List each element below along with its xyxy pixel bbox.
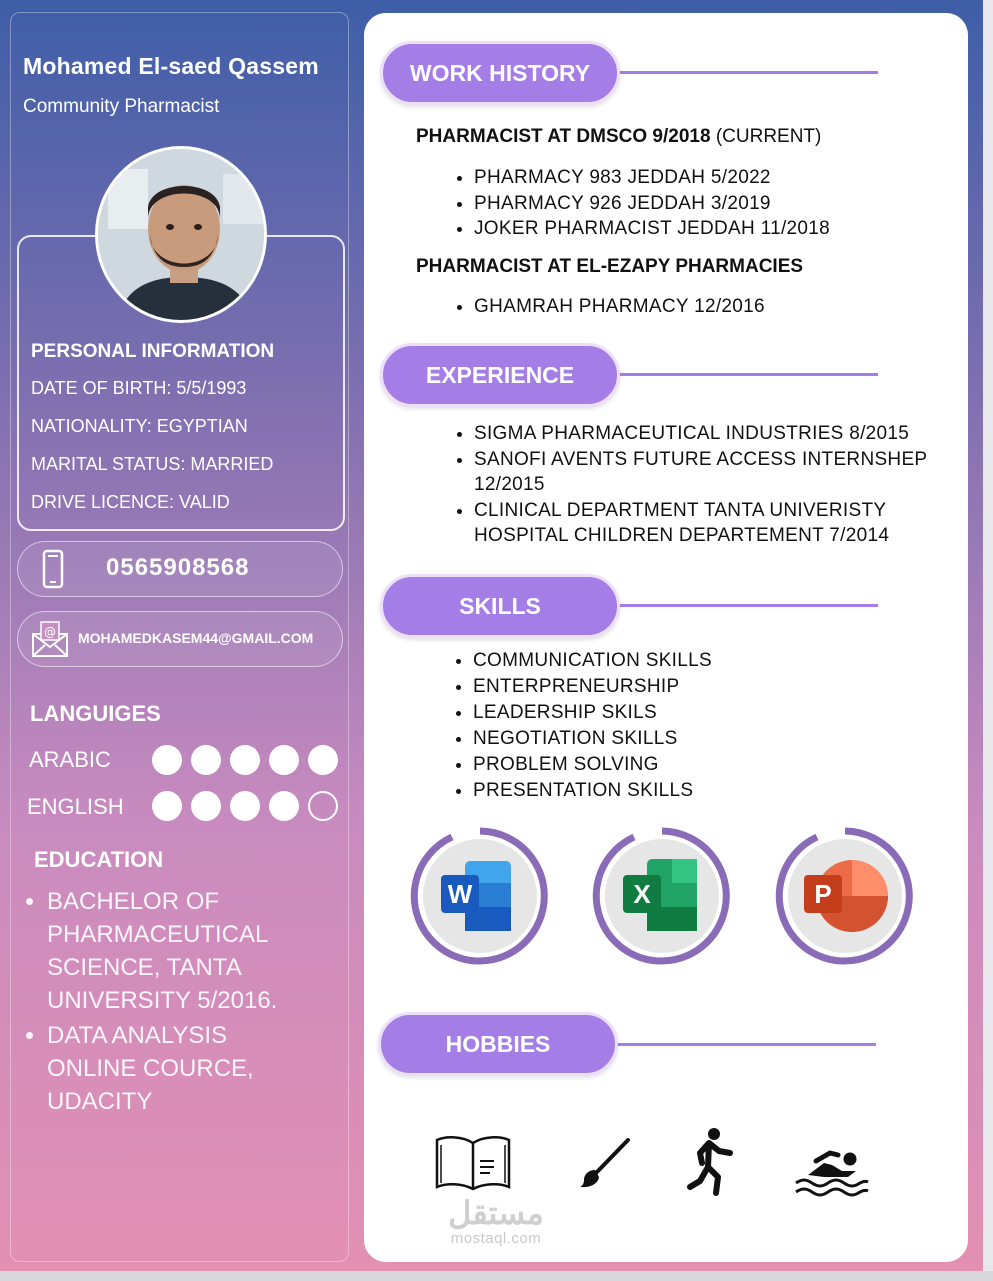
experience-divider xyxy=(616,373,878,376)
experience-list xyxy=(474,421,944,549)
phone-icon xyxy=(42,549,64,589)
powerpoint-skill-ring xyxy=(772,823,918,969)
left-sidebar xyxy=(10,12,349,1262)
main-content xyxy=(364,13,968,1262)
rating-dot xyxy=(269,791,299,821)
job-title-dmsco xyxy=(416,126,821,148)
job-title-text: PHARMACIST AT EL-EZAPY PHARMACIES xyxy=(416,256,804,277)
info-date-of-birth: DATE OF BIRTH: 5/5/1993 xyxy=(31,378,247,398)
envelope-at-icon xyxy=(30,619,70,659)
rating-dot xyxy=(230,791,260,821)
paintbrush-icon xyxy=(578,1137,632,1189)
job-title-text: PHARMACIST AT DMSCO 9/2018 xyxy=(416,126,711,147)
phone-pill[interactable] xyxy=(17,541,343,597)
watermark-arabic: مستقل xyxy=(448,1195,544,1231)
list-item: • JOKER PHARMACIST JEDDAH 11/2018 xyxy=(474,216,830,242)
watermark xyxy=(436,1196,556,1247)
list-item: • CLINICAL DEPARTMENT TANTA UNIVERISTY HOSPITAL CHILDREN DEPARTEMENT 7/2014 xyxy=(474,498,944,549)
job-title-el-ezapy xyxy=(416,256,803,278)
svg-text:@: @ xyxy=(44,625,56,639)
rating-dot xyxy=(269,745,299,775)
book-icon xyxy=(434,1133,512,1193)
languages-title: LANGUIGES xyxy=(30,701,161,726)
work-history-divider xyxy=(616,71,878,74)
personal-info-title: PERSONAL INFORMATION xyxy=(31,341,275,362)
el-ezapy-branches-list xyxy=(474,294,765,320)
list-item: • NEGOTIATION SKILLS xyxy=(473,726,712,752)
phone-number[interactable]: 0565908568 xyxy=(106,554,250,581)
education-list xyxy=(19,885,309,1120)
work-history-badge: WORK HISTORY xyxy=(380,41,620,105)
list-item: • SANOFI AVENTS FUTURE ACCESS INTERNSHEP 12/2015 xyxy=(474,447,944,498)
list-item: • GHAMRAH PHARMACY 12/2016 xyxy=(474,294,765,320)
list-item: • SIGMA PHARMACEUTICAL INDUSTRIES 8/2015 xyxy=(474,421,944,447)
list-item: • COMMUNICATION SKILLS xyxy=(473,648,712,674)
rating-dot xyxy=(152,745,182,775)
list-item: • ENTERPRENEURSHIP xyxy=(473,674,712,700)
language-arabic: ARABIC xyxy=(29,747,111,772)
skills-badge: SKILLS xyxy=(380,574,620,638)
rating-dot xyxy=(152,791,182,821)
email-pill[interactable] xyxy=(17,611,343,667)
list-item: • PRESENTATION SKILLS xyxy=(473,778,712,804)
hobbies-divider xyxy=(614,1043,876,1046)
powerpoint-letter: P xyxy=(814,879,832,909)
rating-dot-empty xyxy=(308,791,338,821)
list-item: • LEADERSHIP SKILS xyxy=(473,700,712,726)
experience-badge: EXPERIENCE xyxy=(380,343,620,407)
word-letter: W xyxy=(447,879,473,909)
info-nationality: NATIONALITY: EGYPTIAN xyxy=(31,416,248,436)
list-item: • PHARMACY 983 JEDDAH 5/2022 xyxy=(474,165,830,191)
person-role: Community Pharmacist xyxy=(23,96,220,117)
running-icon xyxy=(686,1127,736,1199)
info-marital-status: MARITAL STATUS: MARRIED xyxy=(31,454,274,474)
rating-dot xyxy=(308,745,338,775)
language-english: ENGLISH xyxy=(27,794,124,819)
hobbies-badge: HOBBIES xyxy=(378,1012,618,1076)
education-title: EDUCATION xyxy=(34,847,164,872)
info-drive-licence: DRIVE LICENCE: VALID xyxy=(31,492,230,512)
rating-dot xyxy=(230,745,260,775)
list-item: • PROBLEM SOLVING xyxy=(473,752,712,778)
rating-dot xyxy=(191,791,221,821)
language-arabic-rating xyxy=(152,745,338,775)
job-current-label: (CURRENT) xyxy=(715,126,822,147)
rating-dot xyxy=(191,745,221,775)
word-skill-ring xyxy=(407,823,553,969)
education-item: • DATA ANALYSIS ONLINE COURCE, UDACITY xyxy=(47,1019,309,1118)
email-address[interactable]: MOHAMEDKASEM44@GMAIL.COM xyxy=(78,630,314,646)
excel-letter: X xyxy=(633,879,651,909)
education-item: • BACHELOR OF PHARMACEUTICAL SCIENCE, TANTA UNIVERSITY 5/2016. xyxy=(47,885,309,1017)
swimming-icon xyxy=(794,1141,870,1197)
dmsco-branches-list xyxy=(474,165,830,242)
profile-photo xyxy=(95,146,267,323)
page-bottom-strip xyxy=(0,1271,993,1281)
skills-divider xyxy=(616,604,878,607)
list-item: • PHARMACY 926 JEDDAH 3/2019 xyxy=(474,191,830,217)
person-name: Mohamed El-saed Qassem xyxy=(23,53,319,79)
language-english-rating xyxy=(152,791,338,821)
watermark-latin: mostaql.com xyxy=(450,1230,542,1247)
skills-list xyxy=(473,648,712,804)
excel-skill-ring xyxy=(589,823,735,969)
